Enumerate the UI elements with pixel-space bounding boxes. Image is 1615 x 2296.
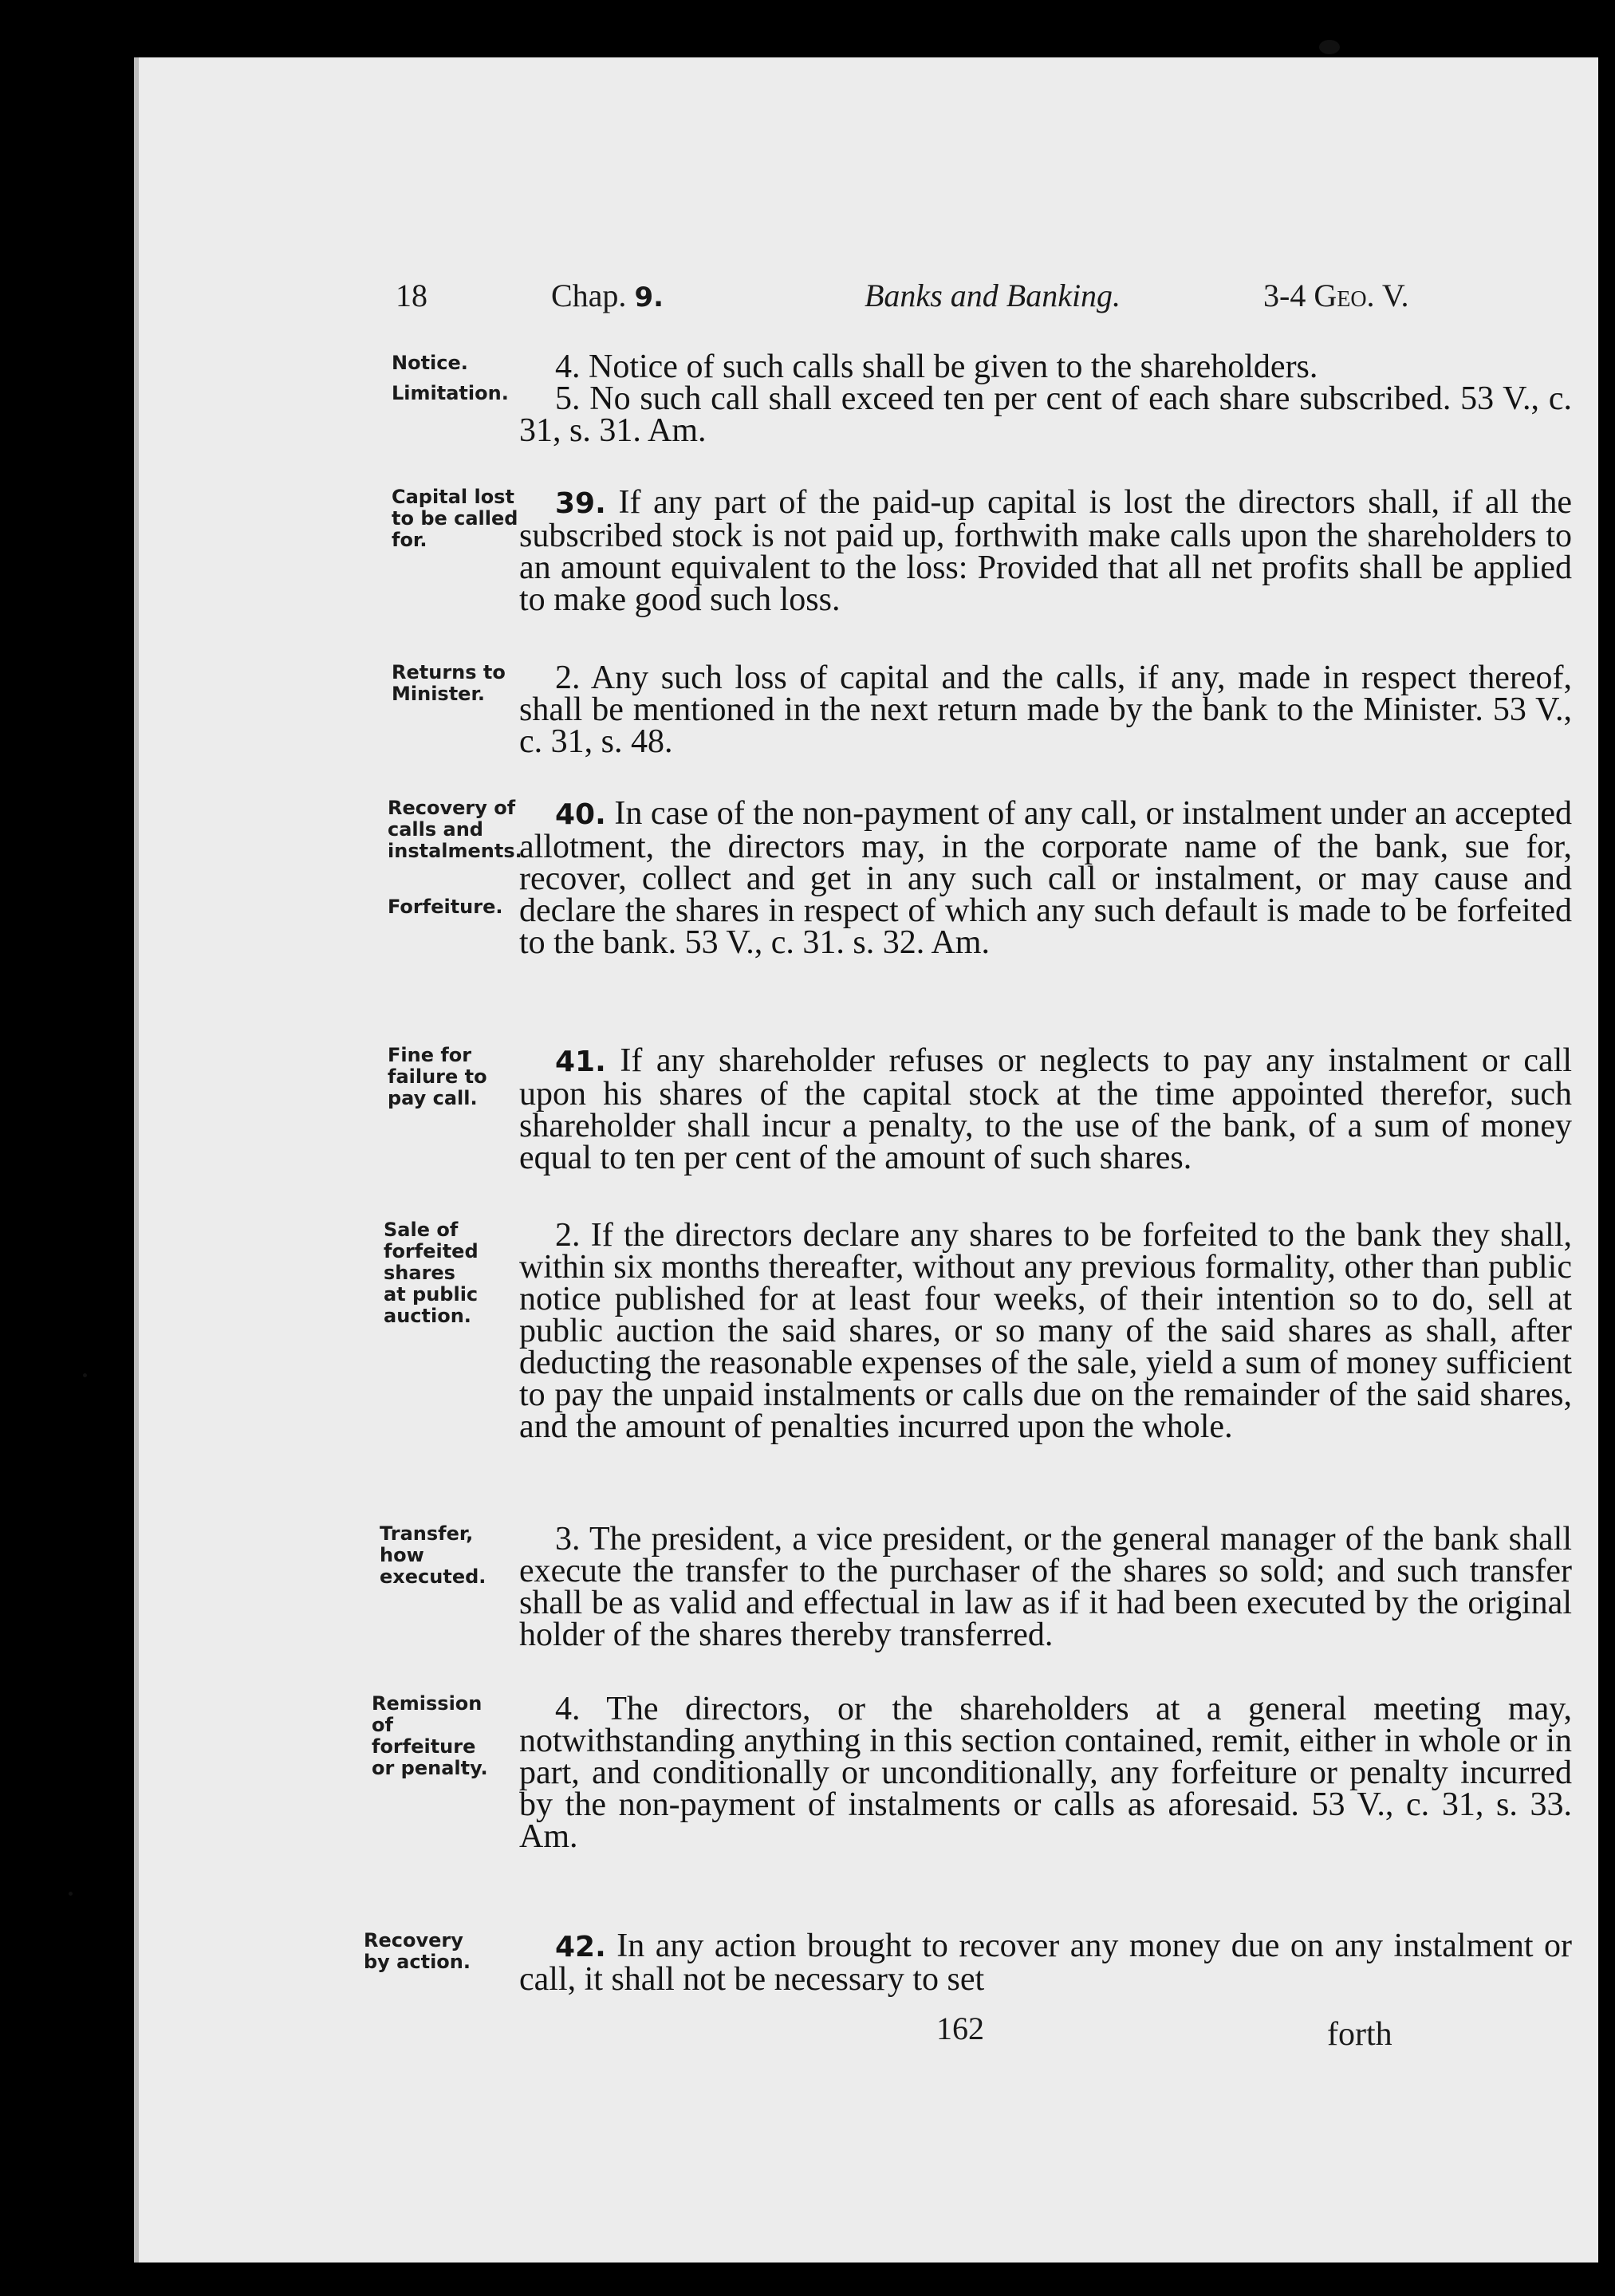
paragraph-text: If any part of the paid-up capital is lost the directors shall, if all the subscribed stock is not paid up, forthwith make calls upon the shareholders to an amount equivalent to the loss: Provided that all net profits shall be applied to make good such loss.	[519, 484, 1572, 618]
paragraph-text: In case of the non-payment of any call, or instalment under an accepted allotment, the directors may, in the corporate name of the bank, sue for, recover, collect and get in any such call or instalment, or may cause and declare the shares in respect of which any such default is made to be forfeited to the bank. 53 V., c. 31. s. 32. Am.	[519, 795, 1573, 961]
running-header	[139, 277, 1598, 325]
regnal-year: 3-4 Geo. V.	[1263, 278, 1409, 313]
side-note: Notice.	[392, 352, 468, 374]
scanned-page	[134, 57, 1598, 2263]
chapter-label: Chap. 9.	[551, 278, 664, 313]
paragraph-text: If any shareholder refuses or neglects to pay any instalment or call upon his shares of the capital stock at the time appointed therefor, such shareholder shall incur a penalty, to the use of the bank, of a sum of money equal to ten per cent of the amount of such shares.	[519, 1042, 1572, 1176]
side-note: Recovery by action.	[364, 1929, 471, 1973]
side-note: Recovery of calls and instalments.	[388, 797, 522, 862]
scan-speck	[69, 1892, 73, 1896]
side-note: Transfer, how executed.	[380, 1522, 486, 1588]
paragraph-text: 3. The president, a vice president, or the general manager of the bank shall execute the transfer to the purchaser of the shares so sold; and such transfer shall be as valid and effectual in law as if it had been executed by the original holder of the shares thereby transferred.	[519, 1521, 1572, 1653]
paragraph-text: 2. If the directors declare any shares to be forfeited to the bank they shall, within six months thereafter, without any previous formality, other than public notice published for at least four weeks, of their intention so to do, sell at public auction the said shares, or so many of the said shares as shall, after deducting the reasonable expenses of the sale, yield a sum of money sufficient to pay the unpaid instalments or calls due on the remainder of the said shares, and the amount of penalties incurred upon the whole.	[519, 1217, 1572, 1445]
section-paragraph	[519, 797, 1572, 959]
side-note: Sale of forfeited shares at public auction.	[384, 1219, 479, 1327]
subsection-paragraph	[519, 380, 1572, 449]
paragraph-text: 4. The directors, or the shareholders at a general meeting may, notwithstanding anything in this section contained, remit, either in whole or in part, and conditionally or unconditionally, any forfeiture or penalty incurred by the non-payment of instalments or calls as aforesaid. 53 V., c. 31, s. 33. Am.	[519, 1691, 1572, 1855]
section-number: 40.	[555, 798, 606, 831]
section-paragraph	[519, 1042, 1572, 1176]
section-paragraph	[519, 486, 1572, 616]
side-note: Forfeiture.	[388, 896, 503, 918]
side-note: Capital lost to be called for.	[392, 486, 518, 551]
paragraph-text: In any action brought to recover any money due on any instalment or call, it shall not be necessary to set	[519, 1928, 1573, 1998]
side-note: Returns to Minister.	[392, 661, 506, 705]
section-paragraph	[519, 1928, 1573, 1998]
subsection-paragraph	[519, 662, 1572, 758]
subsection-paragraph	[519, 1693, 1572, 1853]
subsection-paragraph	[519, 1219, 1572, 1443]
section-number: 42.	[555, 1931, 606, 1963]
folio-number: 162	[936, 2010, 984, 2046]
paragraph-text: 4. Notice of such calls shall be given to the shareholders.	[555, 349, 1318, 385]
subsection-paragraph	[519, 351, 1572, 383]
scan-speck	[83, 1373, 87, 1377]
catchword: forth	[1327, 2016, 1392, 2053]
paragraph-text: 2. Any such loss of capital and the calls, if any, made in respect thereof, shall be mentioned in the next return made by the bank to the Minister. 53 V., c. 31, s. 48.	[519, 660, 1572, 760]
page-number: 18	[396, 278, 427, 313]
section-number: 41.	[555, 1046, 606, 1078]
running-title: Banks and Banking.	[865, 278, 1121, 313]
side-note: Fine for failure to pay call.	[388, 1044, 487, 1109]
paragraph-text: 5. No such call shall exceed ten per cent of each share subscribed. 53 V., c. 31, s. 31. Am.	[519, 380, 1572, 449]
side-note: Remission of forfeiture or penalty.	[372, 1692, 488, 1779]
side-note: Limitation.	[392, 382, 509, 404]
section-number: 39.	[555, 487, 606, 520]
scan-speck	[1319, 40, 1340, 54]
subsection-paragraph	[519, 1523, 1572, 1651]
